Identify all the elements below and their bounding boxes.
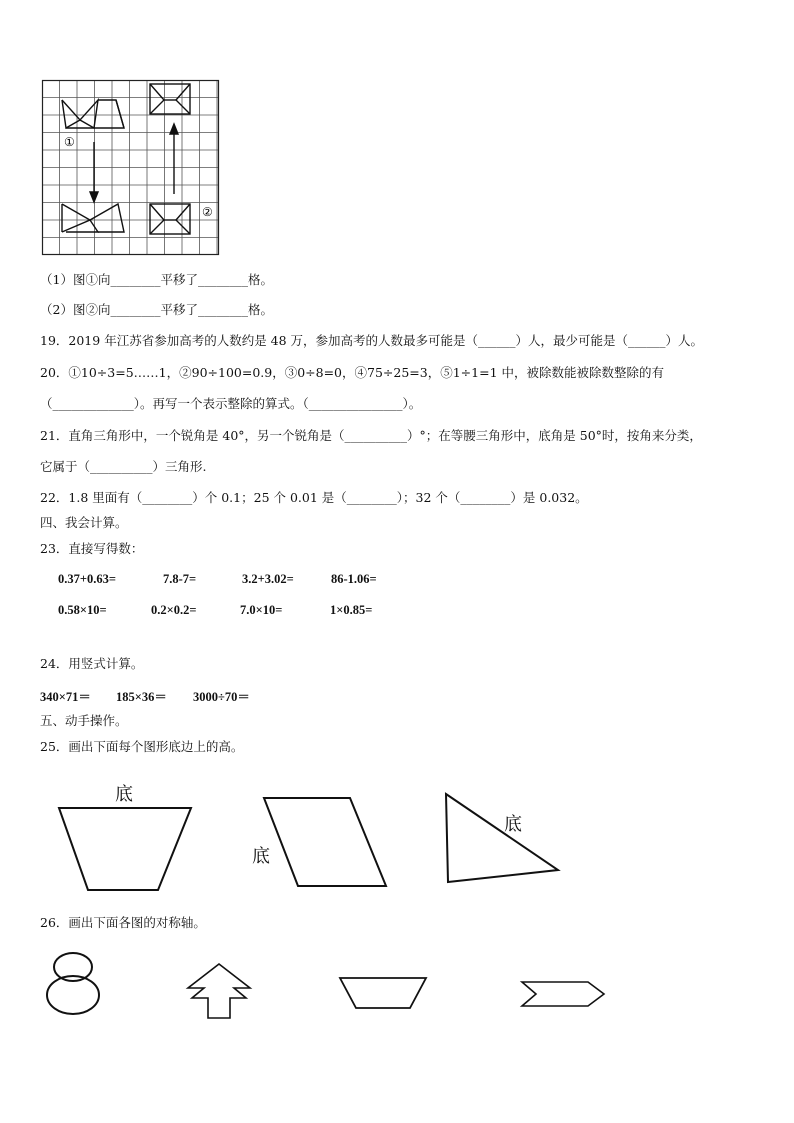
section-4-heading: 四、我会计算。 bbox=[40, 515, 128, 530]
shape-2-translated bbox=[150, 84, 190, 114]
calc-item: 7.0×10= bbox=[240, 603, 283, 617]
question-19: 19．2019 年江苏省参加高考的人数约是 48 万，参加高考的人数最多可能是（______）人，最少可能是（______）人。 bbox=[40, 333, 704, 348]
q18-line-2: （2）图②向________平移了________格。 bbox=[40, 302, 273, 317]
shape-2-label: ② bbox=[202, 205, 213, 219]
arrow-pentagon-shape bbox=[518, 978, 608, 1010]
down-arrow-icon bbox=[90, 142, 98, 202]
shape-2-original bbox=[150, 204, 190, 234]
calc-item: 0.2×0.2= bbox=[151, 603, 197, 617]
figure-eight-shape bbox=[44, 950, 104, 1020]
triangle-shape bbox=[440, 790, 565, 885]
calc-item: 86-1.06= bbox=[331, 572, 377, 586]
question-22: 22．1.8 里面有（________）个 0.1；25 个 0.01 是（________）；32 个（________）是 0.032。 bbox=[40, 490, 588, 505]
question-24-title: 24．用竖式计算。 bbox=[40, 656, 144, 671]
question-21-line-2: 它属于（__________）三角形. bbox=[40, 459, 207, 474]
calc-item: 1×0.85= bbox=[330, 603, 373, 617]
calc-item: 0.58×10= bbox=[58, 603, 107, 617]
calc-item: 7.8-7= bbox=[163, 572, 197, 586]
shape-1-label: ① bbox=[64, 135, 75, 149]
tree-arrow-shape bbox=[182, 962, 257, 1022]
question-25-title: 25．画出下面每个图形底边上的高。 bbox=[40, 739, 244, 754]
q18-line-1: （1）图①向________平移了________格。 bbox=[40, 272, 273, 287]
shape-1-translated bbox=[62, 204, 124, 232]
trapezoid-symmetry-shape bbox=[336, 974, 431, 1014]
question-26-title: 26．画出下面各图的对称轴。 bbox=[40, 915, 206, 930]
question-21-line-1: 21．直角三角形中，一个锐角是 40°，另一个锐角是（__________）°；在等腰三角形中，底角是 50°时，按角来分类， bbox=[40, 428, 702, 443]
trapezoid-shape bbox=[55, 778, 195, 893]
question-23-title: 23．直接写得数： bbox=[40, 541, 144, 556]
base-label: 底 bbox=[115, 784, 133, 805]
up-arrow-icon bbox=[170, 124, 178, 194]
translation-grid-figure bbox=[42, 80, 222, 256]
vertical-calc-item: 3000÷70＝ bbox=[193, 690, 250, 704]
calc-item: 0.37+0.63= bbox=[58, 572, 116, 586]
question-20-line-2: （_____________）。再写一个表示整除的算式。（_______________）。 bbox=[40, 396, 422, 411]
question-20-line-1: 20．①10÷3=5……1，②90÷100=0.9，③0÷8=0，④75÷25=3，⑤1÷1=1 中，被除数能被除数整除的有 bbox=[40, 365, 665, 380]
calc-item: 3.2+3.02= bbox=[242, 572, 294, 586]
base-label: 底 bbox=[504, 814, 522, 835]
parallelogram-shape bbox=[250, 794, 400, 889]
vertical-calc-item: 185×36＝ bbox=[116, 690, 167, 704]
vertical-calc-item: 340×71＝ bbox=[40, 690, 91, 704]
section-5-heading: 五、动手操作。 bbox=[40, 713, 128, 728]
base-label: 底 bbox=[252, 846, 270, 867]
shape-1-original bbox=[62, 100, 124, 128]
